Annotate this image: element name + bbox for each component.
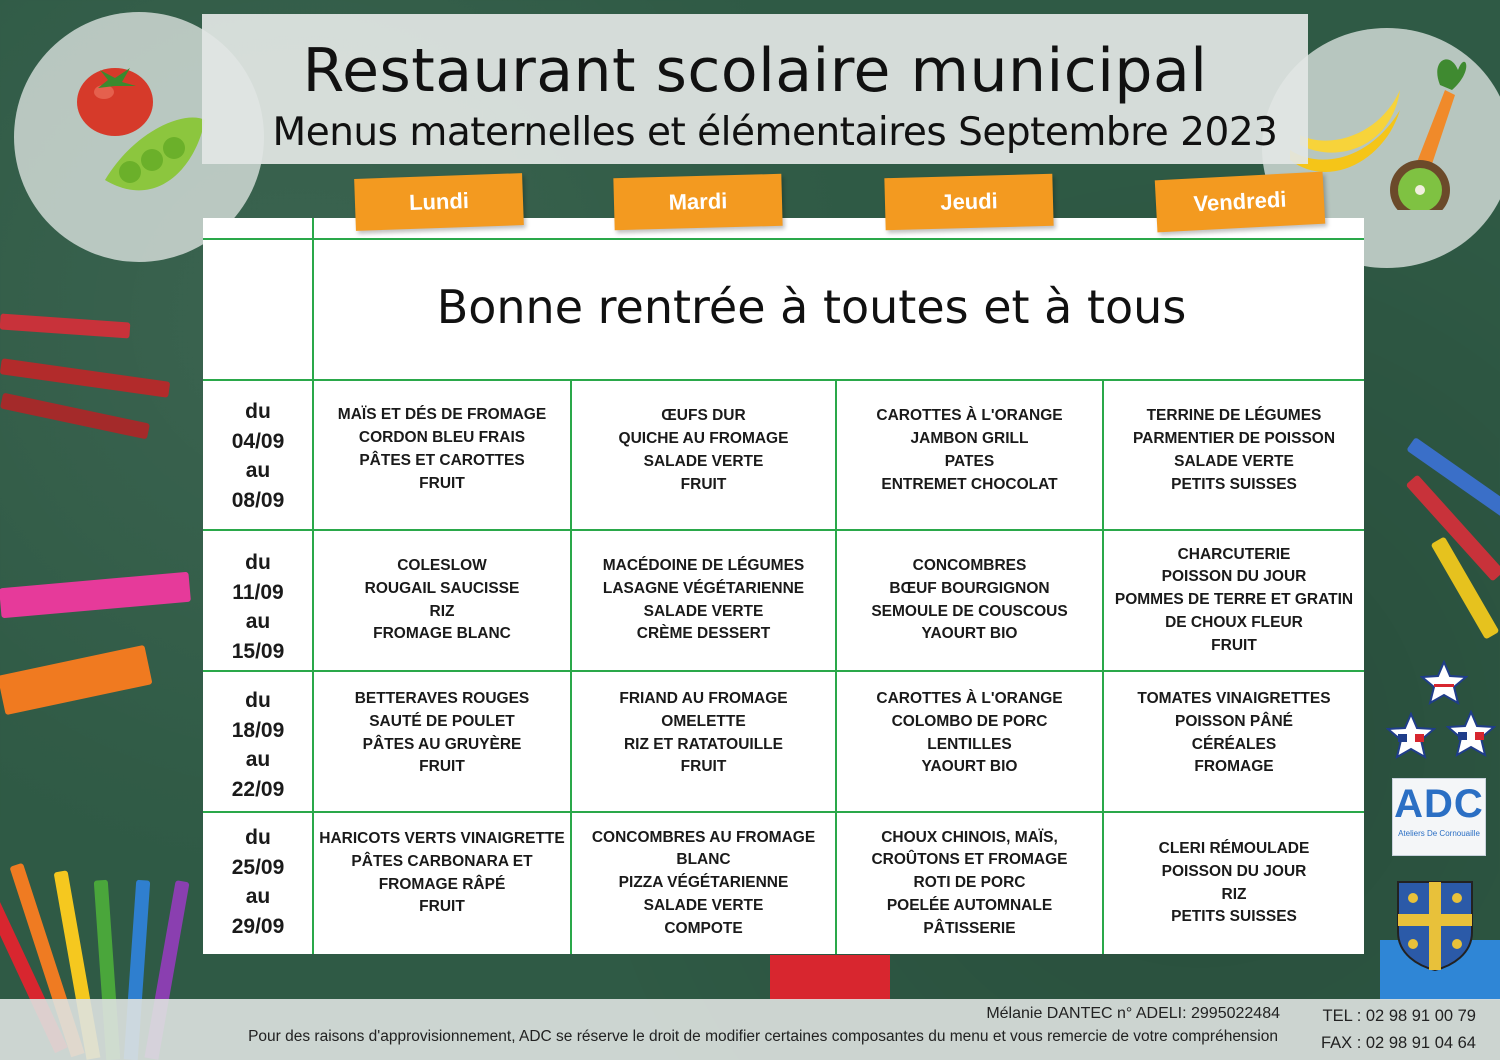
viande-bovine-francaise-logo bbox=[1420, 660, 1468, 706]
page-title: Restaurant scolaire municipal bbox=[302, 36, 1208, 106]
menu-cell: CAROTTES À L'ORANGE COLOMBO DE PORC LENTILLES YAOURT BIO bbox=[876, 689, 1063, 776]
menu-cell: TERRINE DE LÉGUMES PARMENTIER DE POISSON SALADE VERTE PETITS SUISSES bbox=[1132, 407, 1336, 493]
menu-cell: CAROTTES À L'ORANGE JAMBON GRILL PATES ENTREMET CHOCOLAT bbox=[876, 407, 1063, 493]
supply-notice: Pour des raisons d'approvisionnement, ADC se réserve le droit de modifier certaines composantes du menu et vous remercie de votre compréhension bbox=[248, 1028, 1278, 1045]
decor-brush bbox=[0, 393, 150, 440]
menu-cell: ŒUFS DUR QUICHE AU FROMAGE SALADE VERTE FRUIT bbox=[618, 407, 789, 493]
decor-brush bbox=[0, 313, 130, 338]
phone-number: TEL : 02 98 91 00 79 bbox=[1322, 1007, 1476, 1025]
municipal-crest-icon bbox=[1396, 880, 1474, 972]
week-label: du 04/09 au 08/09 bbox=[231, 400, 285, 512]
day-label-lundi: Lundi bbox=[354, 173, 524, 231]
menu-cell: CHARCUTERIE POISSON DU JOUR POMMES DE TERRE ET GRATIN DE CHOUX FLEUR FRUIT bbox=[1114, 545, 1354, 654]
menu-cell: MACÉDOINE DE LÉGUMES LASAGNE VÉGÉTARIENNE SALADE VERTE CRÈME DESSERT bbox=[602, 556, 805, 643]
fax-number: FAX : 02 98 91 04 64 bbox=[1320, 1034, 1476, 1052]
volaille-francaise-logo bbox=[1386, 712, 1436, 760]
menu-cell: CONCOMBRES BŒUF BOURGIGNON SEMOULE DE COUSCOUS YAOURT BIO bbox=[871, 556, 1068, 643]
week-label: du 18/09 au 22/09 bbox=[231, 689, 285, 801]
footer bbox=[0, 999, 1500, 1060]
day-label-mardi: Mardi bbox=[613, 174, 782, 230]
porc-francais-logo bbox=[1446, 710, 1496, 758]
decor-ruler bbox=[0, 572, 191, 618]
decor-notebook bbox=[770, 955, 890, 1000]
week-label: du 25/09 au 29/09 bbox=[231, 826, 285, 938]
menu-cell: HARICOTS VERTS VINAIGRETTE PÂTES CARBONARA ET FROMAGE RÂPÉ FRUIT bbox=[319, 829, 565, 916]
menu-cell: TOMATES VINAIGRETTES POISSON PÂNÉ CÉRÉALES FROMAGE bbox=[1137, 689, 1331, 776]
day-label-jeudi: Jeudi bbox=[884, 174, 1053, 230]
grid-line bbox=[203, 238, 1364, 240]
menu-cell: CLERI RÉMOULADE POISSON DU JOUR RIZ PETITS SUISSES bbox=[1158, 839, 1310, 926]
menu-cell: CONCOMBRES AU FROMAGE BLANC PIZZA VÉGÉTARIENNE SALADE VERTE COMPOTE bbox=[591, 828, 816, 937]
menu-cell: CHOUX CHINOIS, MAÏS, CROÛTONS ET FROMAGE ROTI DE PORC POELÉE AUTOMNALE PÂTISSERIE bbox=[871, 828, 1068, 937]
menu-cell: COLESLOW ROUGAIL SAUCISSE RIZ FROMAGE BLANC bbox=[364, 556, 520, 643]
menu-cell: MAÏS ET DÉS DE FROMAGE CORDON BLEU FRAIS PÂTES ET CAROTTES FRUIT bbox=[337, 406, 547, 492]
adc-logo: ADC Ateliers De Cornouaille bbox=[1392, 778, 1486, 856]
page-subtitle: Menus maternelles et élémentaires Septembre 2023 bbox=[272, 110, 1278, 155]
peas-icon bbox=[95, 110, 215, 220]
dietitian-info: Mélanie DANTEC n° ADELI: 2995022484 bbox=[986, 1005, 1280, 1022]
day-label-vendredi: Vendredi bbox=[1155, 172, 1325, 233]
menu-cell: BETTERAVES ROUGES SAUTÉ DE POULET PÂTES AU GRUYÈRE FRUIT bbox=[354, 689, 530, 776]
week-label: du 11/09 au 15/09 bbox=[231, 551, 285, 663]
title-panel bbox=[202, 14, 1308, 164]
menu-cell: FRIAND AU FROMAGE OMELETTE RIZ ET RATATOUILLE FRUIT bbox=[619, 689, 788, 776]
decor-triangle bbox=[0, 645, 153, 715]
decor-brush bbox=[0, 358, 170, 398]
welcome-message: Bonne rentrée à toutes et à tous bbox=[436, 280, 1187, 334]
